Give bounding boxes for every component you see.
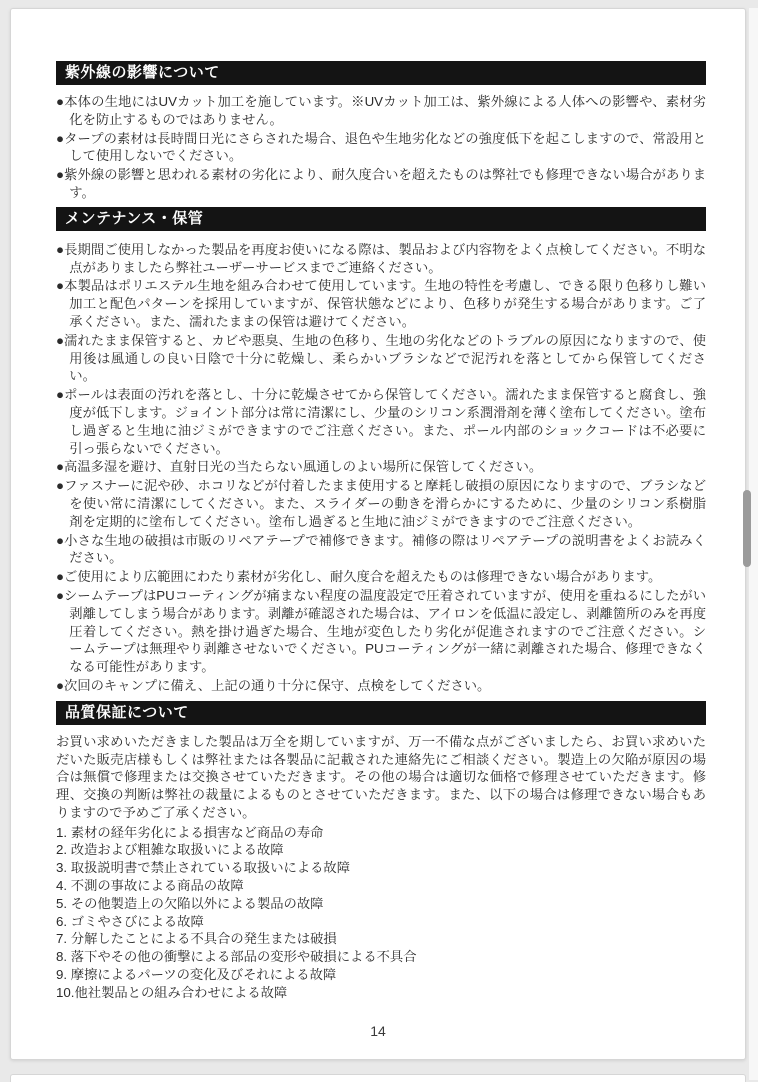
section-header-uv-effects [56,61,706,85]
bullet-item: ●シームテープはPUコーティングが痛まない程度の温度設定で圧着されていますが、使用を重ねるにしたがい剥離してしまう場合があります。剥離が確認された場合は、アイロンを低温に設定し、剥離箇所のみを再度圧着してください。熱を掛け過ぎた場合、生地が変色したり劣化が促進されますのでご注意ください。シームテープは無理やり剥離させないでください。PUコーティングが一緒に剥離された場合、修理できなくなる可能性があります。 [56,587,706,675]
bullet-item: ●本製品はポリエステル生地を組み合わせて使用しています。生地の特性を考慮し、できる限り色移りし難い加工と配色パターンを採用していますが、保管状態などにより、色移りが発生する場合があります。ご了承ください。また、濡れたままの保管は避けてください。 [56,278,706,329]
numbered-item: 4. 不測の事故による商品の故障 [56,878,244,894]
section-header-quality-warranty [56,701,706,725]
numbered-item: 6. ゴミやさびによる故障 [56,913,204,929]
numbered-item: 2. 改造および粗雑な取扱いによる故障 [56,842,284,858]
numbered-item: 5. その他製造上の欠陥以外による製品の故障 [56,895,324,911]
section-header-maintenance-storage [56,207,706,231]
bullet-item: ●ポールは表面の汚れを落とし、十分に乾燥させてから保管してください。濡れたまま保管すると腐食し、強度が低下します。ジョイント部分は常に清潔にし、少量のシリコン系潤滑剤を薄く塗布してください。塗布し過ぎると生地に油ジミができますのでご注意ください。また、ポール内部のショックコードは不必要に引っ張らないでください。 [56,387,706,456]
bullet-item: ●濡れたまま保管すると、カビや悪臭、生地の色移り、生地の劣化などのトラブルの原因になりますので、使用後は風通しの良い日陰で十分に乾燥し、柔らかいブラシなどで泥汚れを落としてから保管してください。 [56,332,706,384]
bullet-item: ●次回のキャンプに備え、上記の通り十分に保守、点検をしてください。 [56,677,491,693]
bullet-item: ●タープの素材は長時間日光にさらされた場合、退色や生地劣化などの強度低下を起こしますので、常設用として使用しないでください。 [56,130,706,164]
bullet-item: ●ファスナーに泥や砂、ホコリなどが付着したまま使用すると摩耗し破損の原因になりますので、ブラシなどを使い常に清潔にしてください。また、スライダーの動きを滑らかにするために、少量のシリコン系樹脂剤を定期的に塗布してください。塗布し過ぎると生地に油ジミができますのでご注意ください。 [56,478,706,529]
numbered-item: 10.他社製品との組み合わせによる故障 [56,984,288,1000]
section-title: 紫外線の影響について [65,64,220,81]
warranty-exclusions-list [56,824,706,1002]
section-title: メンテナンス・保管 [65,209,204,227]
numbered-item: 9. 摩擦によるパーツの変化及びそれによる故障 [56,967,337,983]
bullet-item: ●高温多湿を避け、直射日光の当たらない風通しのよい場所に保管してください。 [56,459,543,475]
bullet-item: ●小さな生地の破損は市販のリペアテープで補修できます。補修の際はリペアテープの説明書をよくお読みください。 [56,532,706,566]
bullet-item: ●本体の生地にはUVカット加工を施しています。※UVカット加工は、紫外線による人体への影響や、素材劣化を防止するものではありません。 [56,94,706,127]
warranty-paragraph: お買い求めいただきました製品は万全を期していますが、万一不備な点がございましたら、お買い求めいただいた販売店様もしくは弊社または各製品に記載された連絡先にご相談ください。製造上の欠陥が原因の場合は無償で修理または交換させていただきます。その他の場合は適切な価格で修理させていただきます。修理、交換の判断は弊社の裁量によるものとさせていただきます。また、以下の場合は修理できない場合もありますので予めご了承ください。 [56,733,706,820]
page-number: 14 [370,1023,386,1039]
numbered-item: 3. 取扱説明書で禁止されている取扱いによる故障 [56,860,351,876]
numbered-item: 7. 分解したことによる不具合の発生または破損 [56,931,337,947]
numbered-item: 1. 素材の経年劣化による損害など商品の寿命 [56,824,324,840]
section-title: 品質保証について [65,703,189,721]
next-page-edge [10,1074,746,1082]
page-content [56,61,706,1002]
bullet-item: ●ご使用により広範囲にわたり素材が劣化し、耐久度合を超えたものは修理できない場合があります。 [56,569,662,585]
numbered-item: 8. 落下やその他の衝撃による部品の変形や破損による不具合 [56,949,417,965]
bullet-item: ●紫外線の影響と思われる素材の劣化により、耐久度合いを超えたものは弊社でも修理できない場合があります。 [56,167,706,200]
uv-effects-bullet-list [56,93,706,202]
scrollbar-thumb[interactable] [743,490,751,567]
maintenance-bullet-list [56,241,706,695]
document-page [10,8,746,1060]
bullet-item: ●長期間ご使用しなかった製品を再度お使いになる際は、製品および内容物をよく点検してください。不明な点がありましたら弊社ユーザーサービスまでご連絡ください。 [56,241,706,275]
